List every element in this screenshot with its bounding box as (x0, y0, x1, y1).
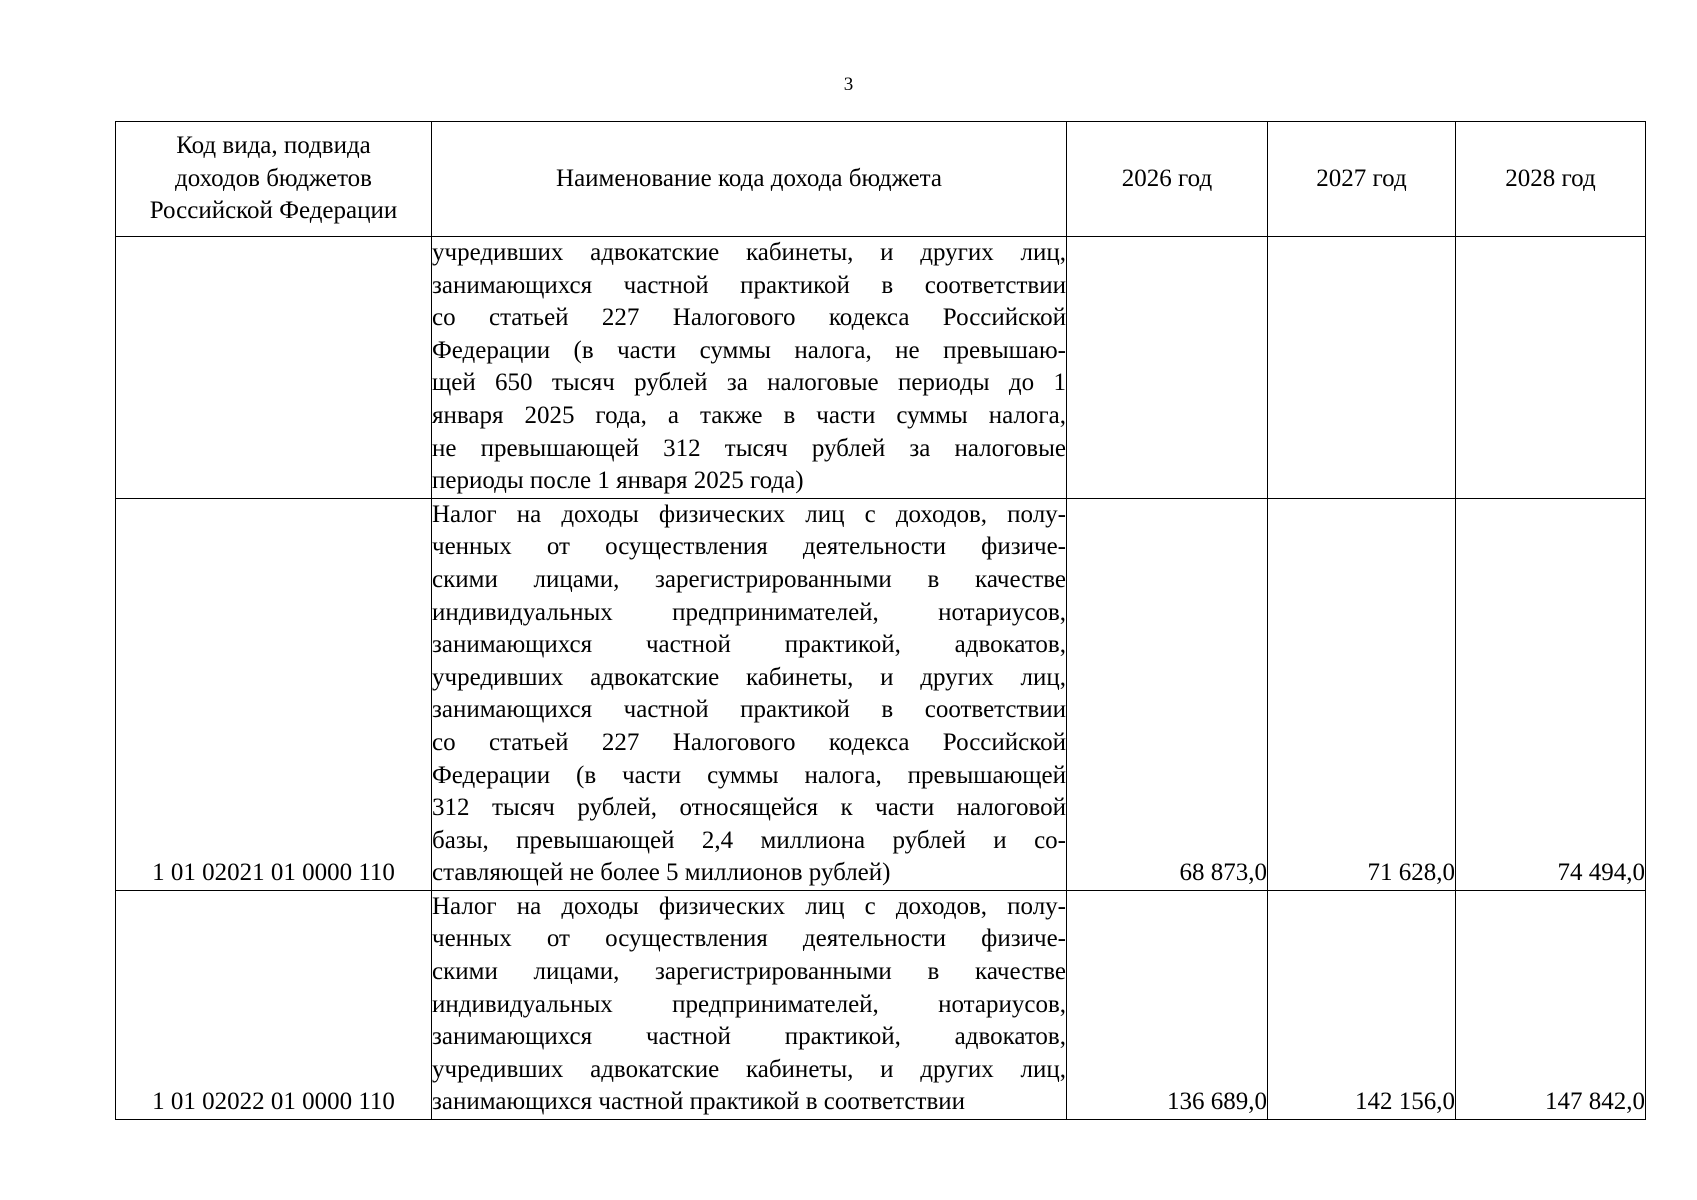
table-header-row (116, 122, 1646, 237)
income-name-line: учредивших адвокатские кабинеты, и других лиц, (432, 663, 1066, 691)
header-code (116, 122, 432, 237)
header-code-line: доходов бюджетов (175, 164, 372, 192)
page-number: 3 (843, 74, 854, 95)
amount-2028-cell: 147 842,0 (1456, 890, 1646, 1119)
income-name-line: не превышающей 312 тысяч рублей за налоговые (432, 434, 1066, 462)
amount-2026-cell (1067, 237, 1268, 499)
income-name-cell (432, 498, 1067, 890)
income-name-line: базы, превышающей 2,4 миллиона рублей и со- (432, 826, 1066, 854)
income-name-line: скими лицами, зарегистрированными в качестве (432, 958, 1066, 986)
amount-2026-cell: 68 873,0 (1067, 498, 1268, 890)
amount-2027-cell: 71 628,0 (1268, 498, 1456, 890)
income-name-line: периоды после 1 января 2025 года) (432, 467, 804, 495)
header-code-line: Российской Федерации (149, 197, 398, 225)
income-name-line: учредивших адвокатские кабинеты, и других лиц, (432, 239, 1066, 266)
income-name-cell (432, 237, 1067, 499)
table-row (116, 890, 1646, 1119)
header-year-2028: 2028 год (1456, 122, 1646, 237)
header-year-2026: 2026 год (1067, 122, 1268, 237)
income-name-line: 312 тысяч рублей, относящейся к части налоговой (432, 794, 1066, 822)
income-name-line: занимающихся частной практикой в соответствии (432, 271, 1066, 299)
amount-2027-cell: 142 156,0 (1268, 890, 1456, 1119)
income-name-line: занимающихся частной практикой в соответствии (432, 696, 1066, 724)
header-year-2027: 2027 год (1268, 122, 1456, 237)
income-name-line: занимающихся частной практикой, адвокатов, (432, 1023, 1066, 1051)
income-code-cell: 1 01 02021 01 0000 110 (116, 498, 432, 890)
table-row (116, 237, 1646, 499)
table-row (116, 498, 1646, 890)
amount-2028-cell (1456, 237, 1646, 499)
income-name-cell (432, 890, 1067, 1119)
income-name-line: со статьей 227 Налогового кодекса Российской (432, 304, 1066, 332)
income-name-line: Федерации (в части суммы налога, превышающей (432, 761, 1066, 789)
income-name-line: щей 650 тысяч рублей за налоговые периоды до 1 (432, 369, 1066, 397)
income-name-line: учредивших адвокатские кабинеты, и других лиц, (432, 1055, 1066, 1083)
income-code-cell (116, 237, 432, 499)
amount-2028-cell: 74 494,0 (1456, 498, 1646, 890)
header-code-line: Код вида, подвида (176, 132, 371, 160)
income-name-line: Федерации (в части суммы налога, не превышаю- (432, 336, 1066, 364)
income-code-cell: 1 01 02022 01 0000 110 (116, 890, 432, 1119)
table-body (116, 237, 1646, 1120)
budget-revenue-table (115, 121, 1646, 1120)
amount-2027-cell (1268, 237, 1456, 499)
income-name-line: индивидуальных предпринимателей, нотариусов, (432, 598, 1066, 626)
income-name-line: января 2025 года, а также в части суммы налога, (432, 401, 1066, 429)
header-name: Наименование кода дохода бюджета (432, 122, 1067, 237)
income-name-line: ченных от осуществления деятельности физиче- (432, 925, 1066, 953)
income-name-line: занимающихся частной практикой в соответствии (432, 1088, 966, 1116)
income-name-line: ставляющей не более 5 миллионов рублей) (432, 859, 891, 887)
amount-2026-cell: 136 689,0 (1067, 890, 1268, 1119)
income-name-line: занимающихся частной практикой, адвокатов, (432, 631, 1066, 659)
income-name-line: со статьей 227 Налогового кодекса Российской (432, 728, 1066, 756)
income-name-line: ченных от осуществления деятельности физиче- (432, 533, 1066, 561)
income-name-line: скими лицами, зарегистрированными в качестве (432, 565, 1066, 593)
income-name-line: Налог на доходы физических лиц с доходов, полу- (432, 500, 1066, 528)
income-name-line: Налог на доходы физических лиц с доходов, полу- (432, 892, 1066, 920)
income-name-line: индивидуальных предпринимателей, нотариусов, (432, 990, 1066, 1018)
